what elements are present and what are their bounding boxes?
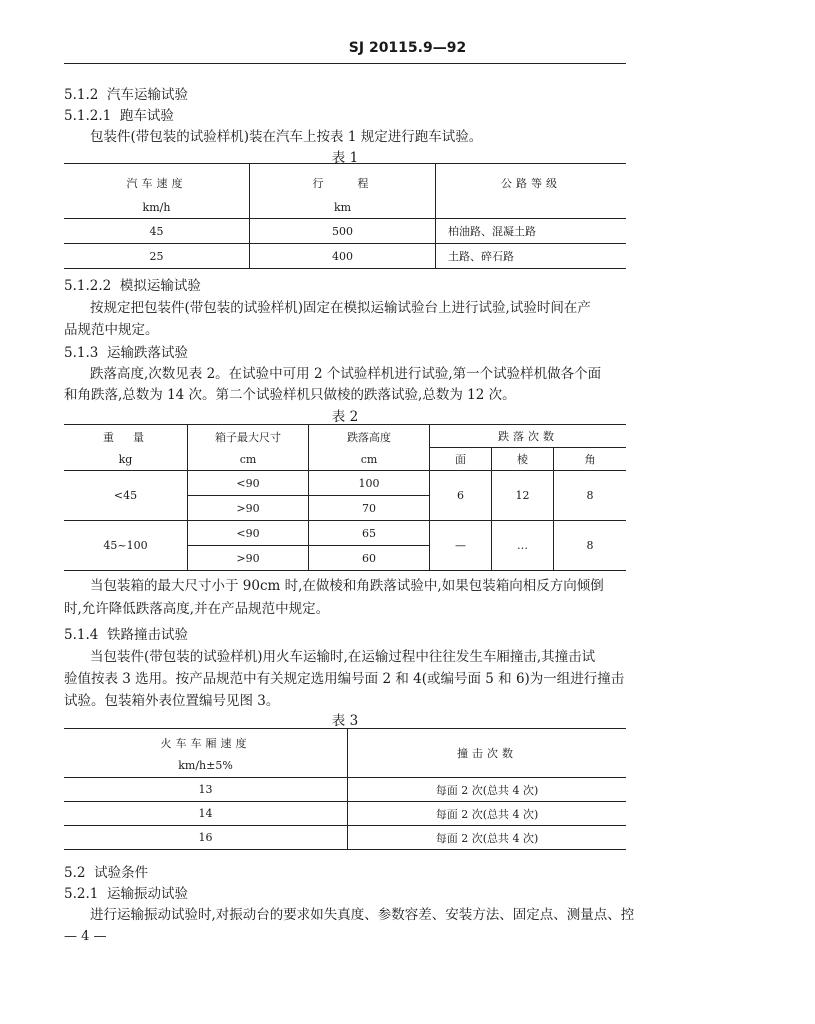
section-5-1-2-2	[64, 274, 201, 294]
box-unit: cm	[239, 453, 257, 466]
weight-cell: 45~100	[103, 539, 148, 552]
table-row	[64, 244, 626, 269]
paragraph-line: 当包装箱的最大尺寸小于 90cm 时,在做棱和角跌落试验中,如果包装箱向相反方向倾倒	[90, 578, 604, 594]
paragraph-line: 按规定把包装件(带包装的试验样机)固定在模拟运输试验台上进行试验,试验时间在产	[90, 300, 591, 316]
header-cell: 面	[430, 448, 492, 471]
table-header-row	[64, 729, 626, 778]
height-header: 跌落高度	[347, 431, 391, 444]
header-cell	[188, 425, 309, 471]
cell: 每面 2 次(总共 4 次)	[348, 826, 627, 850]
cell: 柏油路、混凝土路	[436, 219, 627, 244]
table-3-caption: 表 3	[331, 713, 359, 729]
header-cell: 公路等级	[436, 164, 627, 197]
cell: 65	[309, 521, 430, 546]
section-title: 汽车运输试验	[106, 87, 188, 103]
paragraph: 包装件(带包装的试验样机)装在汽车上按表 1 规定进行跑车试验。	[90, 129, 483, 145]
cell: 6	[430, 471, 492, 521]
header-cell: 行 程	[250, 164, 436, 197]
cell: 13	[198, 783, 213, 796]
header-cell	[64, 425, 188, 471]
cell: 12	[492, 471, 554, 521]
header-cell	[309, 425, 430, 471]
weight-header: 重 量	[103, 431, 148, 444]
section-number: 5.2	[64, 865, 86, 881]
cell: 100	[309, 471, 430, 496]
cell: 14	[198, 807, 213, 820]
cell: 500	[250, 219, 436, 244]
section-5-1-4	[64, 623, 188, 643]
header-cell: 汽车速度	[126, 177, 187, 190]
cell: 25	[149, 249, 164, 263]
header-rule	[64, 63, 626, 64]
cell: 60	[309, 546, 430, 571]
cell: 土路、碎石路	[436, 244, 627, 269]
cell: 8	[554, 521, 627, 571]
cell: >90	[188, 496, 309, 521]
table-row	[64, 521, 626, 546]
header-cell: 角	[554, 448, 627, 471]
section-5-1-2	[64, 83, 188, 103]
section-number: 5.2.1	[64, 886, 99, 902]
table-header-row	[64, 164, 626, 197]
section-number: 5.1.4	[64, 627, 99, 643]
paragraph-line: 试验。包装箱外表位置编号见图 3。	[64, 693, 280, 709]
table-header-row	[64, 425, 626, 448]
unit-cell: km	[250, 196, 436, 219]
paragraph-line: 进行运输振动试验时,对振动台的要求如失真度、参数容差、安装方法、固定点、测量点、控	[90, 907, 635, 923]
cell: 45	[149, 224, 164, 238]
section-number: 5.1.2.2	[64, 278, 112, 294]
table-3	[64, 728, 626, 850]
section-number: 5.1.3	[64, 345, 99, 361]
standard-number: SJ 20115.9—92	[348, 40, 467, 56]
section-5-2-1	[64, 882, 188, 902]
cell: 8	[554, 471, 627, 521]
section-title: 跑车试验	[119, 108, 174, 124]
table-row	[64, 802, 626, 826]
cell: —	[430, 521, 492, 571]
table-row	[64, 471, 626, 496]
weight-cell: <45	[113, 489, 138, 502]
speed-unit: km/h±5%	[178, 758, 233, 772]
section-number: 5.1.2	[64, 87, 99, 103]
page-number: — 4 —	[64, 929, 107, 944]
section-title: 运输跌落试验	[106, 345, 188, 361]
section-title: 试验条件	[94, 865, 149, 881]
section-5-1-3	[64, 341, 188, 361]
table-1	[64, 163, 626, 269]
table-2	[64, 424, 626, 571]
table-unit-row	[64, 196, 626, 219]
cell: 70	[309, 496, 430, 521]
section-title: 铁路撞击试验	[106, 627, 188, 643]
paragraph-line: 和角跌落,总数为 14 次。第二个试验样机只做棱的跌落试验,总数为 12 次。	[64, 387, 516, 403]
paragraph-line: 验值按表 3 选用。按产品规范中有关规定选用编号面 2 和 4(或编号面 5 和 6)为一组进行撞击	[64, 671, 625, 687]
cell: 400	[250, 244, 436, 269]
paragraph-line: 品规范中规定。	[64, 322, 159, 338]
cell: <90	[188, 521, 309, 546]
weight-unit: kg	[118, 453, 133, 466]
section-number: 5.1.2.1	[64, 108, 112, 124]
section-5-2	[64, 861, 148, 881]
paragraph-line: 时,允许降低跌落高度,并在产品规范中规定。	[64, 601, 330, 617]
unit-cell	[436, 196, 627, 219]
section-5-1-2-1	[64, 104, 174, 124]
header-cell: 跌落次数	[430, 425, 627, 448]
header-cell: 棱	[492, 448, 554, 471]
cell: 每面 2 次(总共 4 次)	[348, 778, 627, 802]
cell: 16	[198, 831, 213, 844]
header-cell: 撞击次数	[348, 729, 627, 778]
cell: …	[492, 521, 554, 571]
table-1-caption: 表 1	[331, 150, 359, 166]
cell: <90	[188, 471, 309, 496]
table-row	[64, 219, 626, 244]
height-unit: cm	[360, 453, 378, 466]
paragraph-line: 跌落高度,次数见表 2。在试验中可用 2 个试验样机进行试验,第一个试验样机做各个面	[90, 366, 602, 382]
cell: 每面 2 次(总共 4 次)	[348, 802, 627, 826]
unit-cell: km/h	[142, 200, 171, 214]
table-row	[64, 778, 626, 802]
header-cell	[64, 729, 348, 778]
section-title: 模拟运输试验	[119, 278, 201, 294]
paragraph-line: 当包装件(带包装的试验样机)用火车运输时,在运输过程中往往发生车厢撞击,其撞击试	[90, 649, 596, 665]
speed-header: 火车车厢速度	[160, 736, 251, 750]
cell: >90	[188, 546, 309, 571]
section-title: 运输振动试验	[106, 886, 188, 902]
table-2-caption: 表 2	[331, 409, 359, 425]
table-row	[64, 826, 626, 850]
box-header: 箱子最大尺寸	[215, 431, 281, 444]
